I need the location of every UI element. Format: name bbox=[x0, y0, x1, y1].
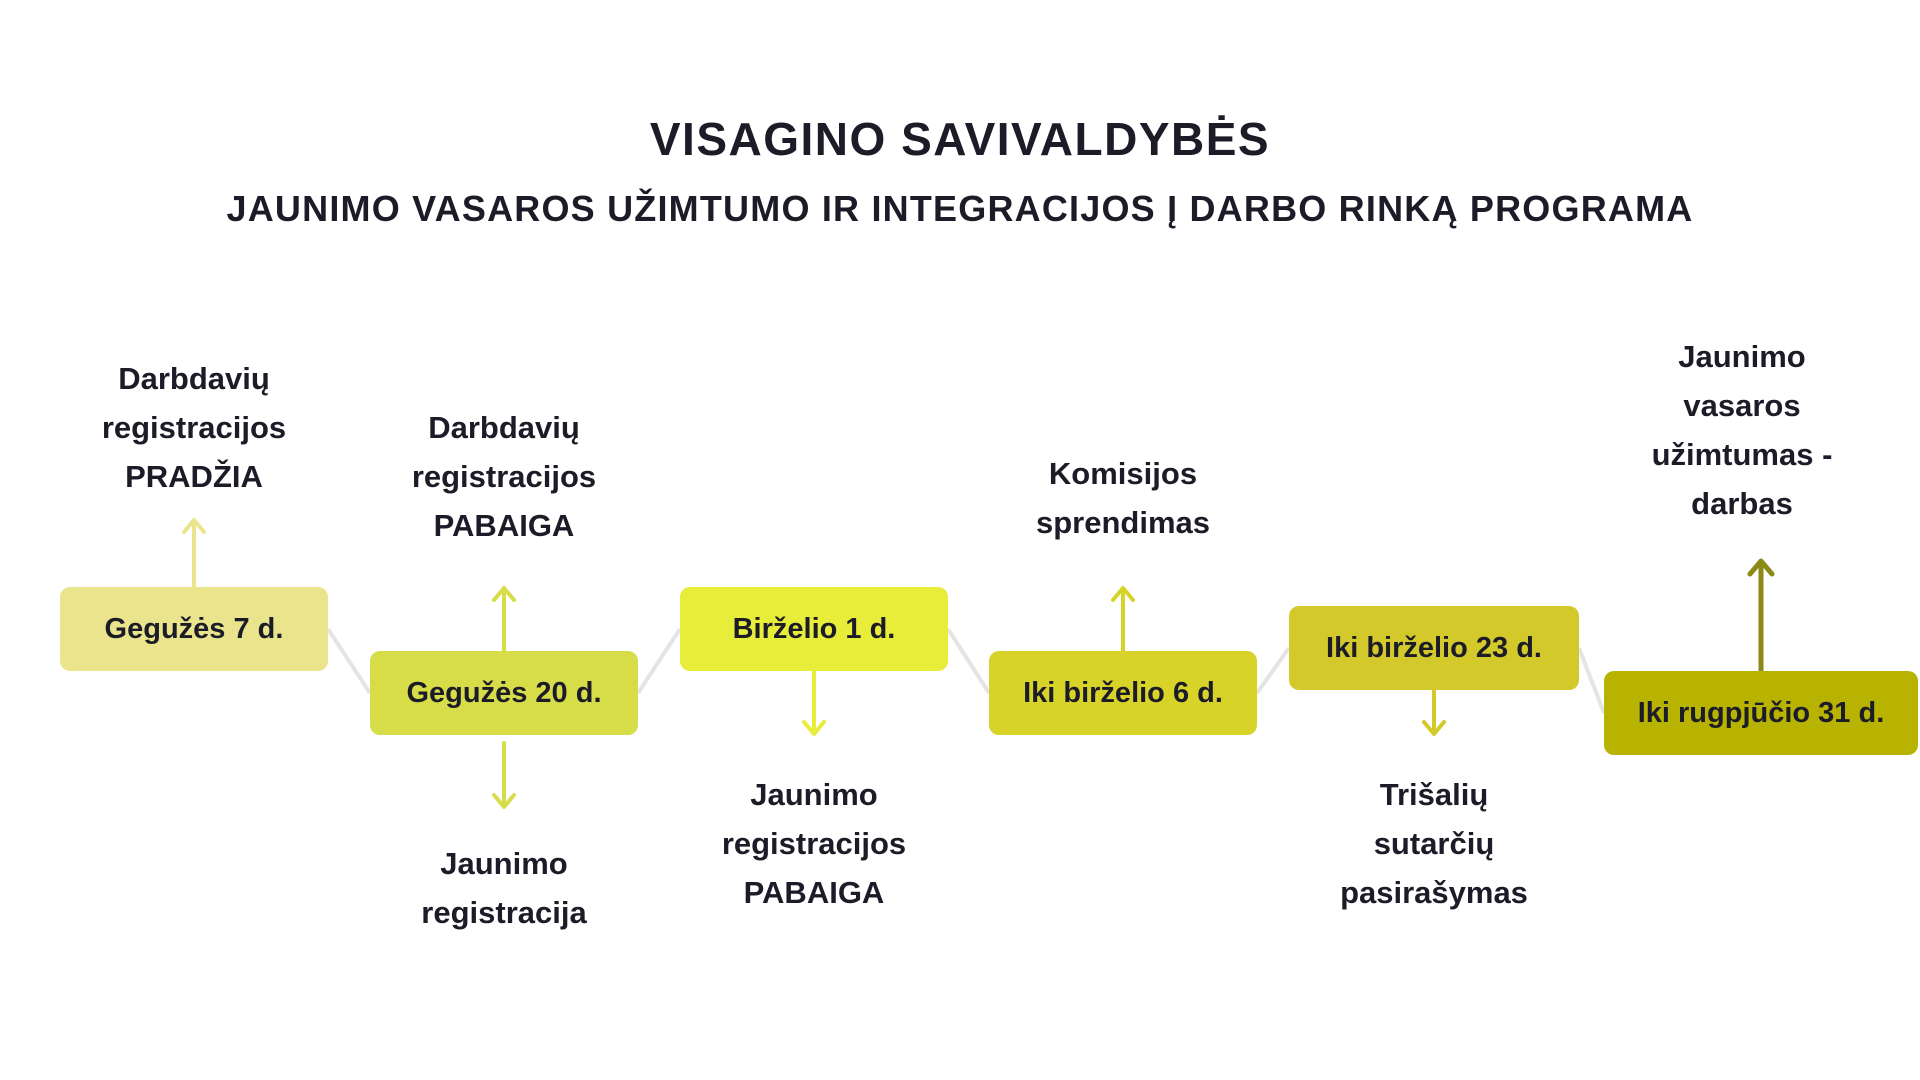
arrow-up-icon bbox=[1113, 588, 1133, 651]
timeline-date-box: Iki birželio 23 d. bbox=[1289, 606, 1579, 690]
timeline-date-box: Gegužės 20 d. bbox=[370, 651, 638, 735]
label-line: Trišalių bbox=[1379, 777, 1489, 812]
connector-line bbox=[948, 629, 989, 693]
milestone-label bbox=[344, 839, 664, 937]
label-line: sprendimas bbox=[1035, 505, 1210, 540]
arrow-down-icon bbox=[1424, 690, 1444, 734]
label-line: užimtumas - bbox=[1651, 437, 1833, 472]
milestone-label bbox=[963, 449, 1283, 547]
milestone-label bbox=[654, 770, 974, 917]
arrow-down-icon bbox=[494, 743, 514, 807]
label-line: registracija bbox=[421, 895, 587, 930]
label-line: Jaunimo bbox=[440, 846, 568, 881]
label-line: Jaunimo bbox=[750, 777, 878, 812]
label-line: sutarčių bbox=[1373, 826, 1495, 861]
milestone-label bbox=[344, 403, 664, 550]
label-line: registracijos bbox=[721, 826, 907, 861]
page-subtitle: JAUNIMO VASAROS UŽIMTUMO IR INTEGRACIJOS Į DARBO RINKĄ PROGRAMA bbox=[226, 188, 1694, 229]
label-line: Darbdavių bbox=[428, 410, 580, 445]
milestone-label bbox=[1274, 770, 1594, 917]
arrow-up-icon bbox=[494, 588, 514, 651]
label-line: Darbdavių bbox=[118, 361, 270, 396]
label-line: pasirašymas bbox=[1340, 875, 1528, 910]
label-line: PABAIGA bbox=[743, 875, 885, 910]
timeline-date-box: Iki rugpjūčio 31 d. bbox=[1604, 671, 1918, 755]
connector-line bbox=[328, 629, 370, 693]
timeline-date-box: Iki birželio 6 d. bbox=[989, 651, 1257, 735]
connector-line bbox=[1579, 648, 1604, 713]
connector-line bbox=[1257, 648, 1289, 693]
label-line: Jaunimo bbox=[1678, 339, 1806, 374]
label-line: PRADŽIA bbox=[125, 459, 263, 494]
milestone-label bbox=[34, 354, 354, 501]
label-line: registracijos bbox=[101, 410, 287, 445]
arrow-up-icon bbox=[1750, 561, 1772, 671]
label-line: Komisijos bbox=[1048, 456, 1198, 491]
arrow-up-icon bbox=[184, 520, 204, 587]
connector-line bbox=[638, 629, 680, 693]
label-line: vasaros bbox=[1683, 388, 1801, 423]
timeline-date-box: Birželio 1 d. bbox=[680, 587, 948, 671]
label-line: registracijos bbox=[411, 459, 597, 494]
timeline-date-box: Gegužės 7 d. bbox=[60, 587, 328, 671]
label-line: PABAIGA bbox=[433, 508, 575, 543]
arrow-down-icon bbox=[804, 671, 824, 734]
label-line: darbas bbox=[1691, 486, 1793, 521]
page-title: VISAGINO SAVIVALDYBĖS bbox=[649, 113, 1271, 165]
milestone-label bbox=[1582, 332, 1902, 528]
